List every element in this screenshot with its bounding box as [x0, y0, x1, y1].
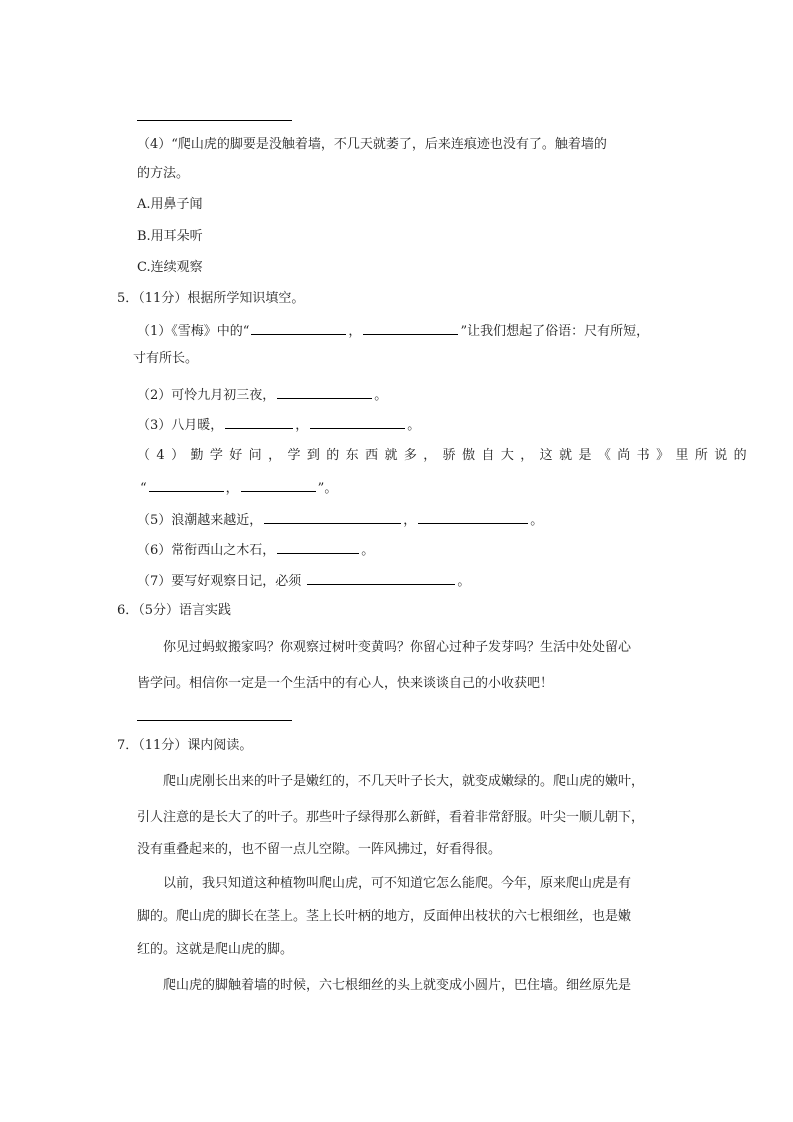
q5-item1: （1）《雪梅》中的“ ， ”让我们想起了俗语：尺有所短， [137, 324, 650, 339]
option-c: C.连续观察 [137, 260, 203, 275]
blank[interactable] [225, 416, 293, 429]
q4-sub4-line1: （4）“爬山虎的脚要是没触着墙，不几天就萎了，后来连痕迹也没有了。触着墙的 [137, 137, 607, 152]
q5-title: 5．（11分）根据所学知识填空。 [117, 291, 305, 306]
option-b: B.用耳朵听 [137, 229, 203, 244]
q7-p2-line2: 脚的。爬山虎的脚长在茎上。茎上长叶柄的地方，反面伸出枝状的六七根细丝，也是嫩 [137, 909, 632, 924]
blank[interactable] [264, 511, 401, 524]
q6-para-line2: 皆学问。相信你一定是一个生活中的有心人，快来谈谈自己的小收获吧！ [137, 676, 554, 691]
q5-item4: （4）勤学好问，学到的东西就多，骄傲自大，这就是《尚书》里所说的 [137, 448, 754, 463]
blank[interactable] [277, 541, 359, 554]
q5-item5: （5）浪潮越来越近， ， 。 [137, 513, 544, 528]
blank[interactable] [310, 416, 405, 429]
blank[interactable] [363, 322, 458, 335]
answer-line[interactable] [137, 120, 292, 121]
q5-item4-cont: “ ， ”。 [140, 481, 338, 496]
q4-sub4-line2: 的方法。 [137, 166, 190, 181]
q7-p2-line3: 红的。这就是爬山虎的脚。 [137, 942, 294, 957]
blank[interactable] [241, 479, 316, 492]
q7-p2-line1: 以前，我只知道这种植物叫爬山虎，可不知道它怎么能爬。今年，原来爬山虎是有 [163, 876, 632, 891]
blank[interactable] [277, 386, 372, 399]
q7-p3-line1: 爬山虎的脚触着墙的时候，六七根细丝的头上就变成小圆片，巴住墙。细丝原先是 [163, 978, 632, 993]
q7-p1-line3: 没有重叠起来的，也不留一点儿空隙。一阵风拂过，好看得很。 [137, 842, 502, 857]
q5-item6: （6）常衔西山之木石， 。 [137, 543, 375, 558]
q7-p1-line2: 引人注意的是长大了的叶子。那些叶子绿得那么新鲜，看着非常舒服。叶尖一顺儿朝下， [137, 810, 645, 825]
blank[interactable] [149, 479, 224, 492]
q7-title: 7．（11分）课内阅读。 [117, 738, 253, 753]
q5-item7: （7）要写好观察日记，必须 。 [137, 574, 471, 589]
q7-p1-line1: 爬山虎刚长出来的叶子是嫩红的，不几天叶子长大，就变成嫩绿的。爬山虎的嫩叶， [163, 774, 645, 789]
q5-item1-cont: 寸有所长。 [133, 351, 199, 366]
q5-item2: （2）可怜九月初三夜， 。 [137, 388, 388, 403]
q6-title: 6．（5分）语言实践 [117, 603, 232, 618]
option-a: A.用鼻子闻 [137, 197, 203, 212]
q6-para-line1: 你见过蚂蚁搬家吗？你观察过树叶变黄吗？你留心过种子发芽吗？生活中处处留心 [163, 640, 632, 655]
answer-line[interactable] [137, 720, 292, 721]
blank[interactable] [418, 511, 528, 524]
q5-item3: （3）八月暖， ， 。 [137, 418, 421, 433]
blank[interactable] [251, 322, 346, 335]
blank[interactable] [307, 572, 455, 585]
